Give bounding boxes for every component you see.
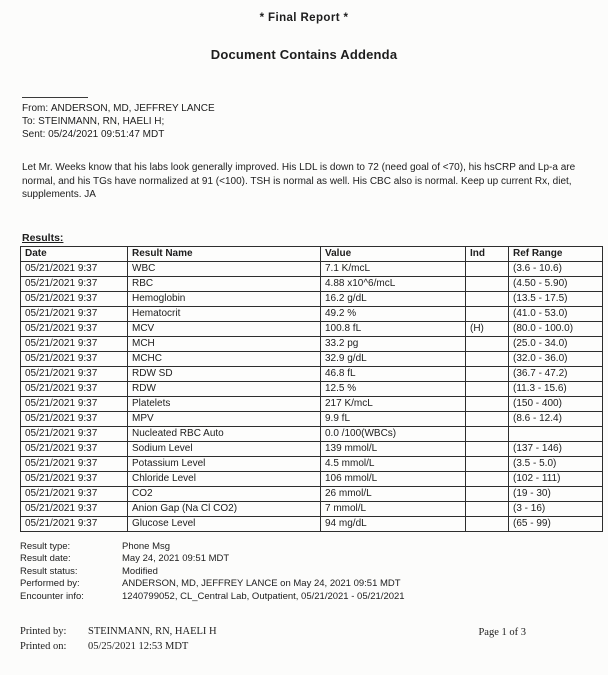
- page-number: Page 1 of 3: [478, 627, 526, 639]
- cell-date: 05/21/2021 9:37: [21, 516, 128, 531]
- results-section-label: Results:: [22, 231, 64, 244]
- cell-ind: [466, 426, 509, 441]
- meta-label: Result type:: [20, 540, 71, 552]
- cell-ref-range: (13.5 - 17.5): [509, 291, 603, 306]
- cell-ref-range: (80.0 - 100.0): [509, 321, 603, 336]
- table-row: [21, 351, 603, 366]
- cell-date: 05/21/2021 9:37: [21, 261, 128, 276]
- cell-ind: [466, 351, 509, 366]
- meta-label: Encounter info:: [20, 590, 84, 602]
- to-label: To:: [22, 116, 36, 127]
- cell-value: 49.2 %: [321, 306, 466, 321]
- meta-value: ANDERSON, MD, JEFFREY LANCE on May 24, 2021 09:51 MDT: [122, 578, 401, 590]
- printed-on-value: 05/25/2021 12:53 MDT: [88, 641, 189, 653]
- cell-ind: [466, 486, 509, 501]
- printed-by-value: STEINMANN, RN, HAELI H: [88, 626, 217, 638]
- cell-value: 33.2 pg: [321, 336, 466, 351]
- table-row: [21, 501, 603, 516]
- cell-ref-range: (25.0 - 34.0): [509, 336, 603, 351]
- cell-ref-range: (150 - 400): [509, 396, 603, 411]
- cell-ref-range: (3.6 - 10.6): [509, 261, 603, 276]
- cell-result-name: WBC: [128, 261, 321, 276]
- printed-on-label: Printed on:: [20, 641, 67, 653]
- cell-date: 05/21/2021 9:37: [21, 486, 128, 501]
- cell-date: 05/21/2021 9:37: [21, 306, 128, 321]
- to-line: [22, 115, 608, 128]
- table-row: [21, 291, 603, 306]
- cell-date: 05/21/2021 9:37: [21, 366, 128, 381]
- to-value: STEINMANN, RN, HAELI H;: [38, 116, 165, 127]
- message-body: Let Mr. Weeks know that his labs look generally improved. His LDL is down to 72 (need goal of <70), his hsCRP and Lp-a are normal, and his TGs have normalized at 91 (<100). TSH is normal as well. His CBC also is normal. Keep up current Rx, diet, supplements. JA: [22, 162, 576, 200]
- cell-ind: [466, 411, 509, 426]
- meta-value: May 24, 2021 09:51 MDT: [122, 553, 230, 565]
- table-header-row: [21, 246, 603, 261]
- report-title: * Final Report *: [259, 12, 349, 24]
- cell-result-name: Anion Gap (Na Cl CO2): [128, 501, 321, 516]
- sent-value: 05/24/2021 09:51:47 MDT: [48, 129, 165, 140]
- cell-date: 05/21/2021 9:37: [21, 471, 128, 486]
- cell-value: 9.9 fL: [321, 411, 466, 426]
- message-divider: [22, 97, 88, 98]
- table-row: [21, 306, 603, 321]
- cell-ind: [466, 516, 509, 531]
- cell-ind: [466, 336, 509, 351]
- cell-value: 94 mg/dL: [321, 516, 466, 531]
- column-header-ind: Ind: [466, 246, 509, 261]
- cell-result-name: Platelets: [128, 396, 321, 411]
- cell-result-name: Hemoglobin: [128, 291, 321, 306]
- cell-ind: [466, 306, 509, 321]
- cell-date: 05/21/2021 9:37: [21, 336, 128, 351]
- table-row: [21, 486, 603, 501]
- sent-line: [22, 128, 608, 141]
- cell-value: 7.1 K/mcL: [321, 261, 466, 276]
- cell-ind: [466, 276, 509, 291]
- cell-date: 05/21/2021 9:37: [21, 411, 128, 426]
- from-label: From:: [22, 103, 49, 114]
- table-row: [21, 396, 603, 411]
- cell-result-name: RBC: [128, 276, 321, 291]
- cell-result-name: RDW SD: [128, 366, 321, 381]
- column-header-ref-range: Ref Range: [509, 246, 603, 261]
- cell-result-name: MCH: [128, 336, 321, 351]
- cell-ind: (H): [466, 321, 509, 336]
- cell-value: 12.5 %: [321, 381, 466, 396]
- cell-result-name: RDW: [128, 381, 321, 396]
- meta-row: [20, 578, 608, 591]
- meta-label: Performed by:: [20, 578, 80, 590]
- table-row: [21, 411, 603, 426]
- cell-ind: [466, 261, 509, 276]
- cell-result-name: Sodium Level: [128, 441, 321, 456]
- cell-ref-range: [509, 426, 603, 441]
- cell-value: 26 mmol/L: [321, 486, 466, 501]
- cell-result-name: MCHC: [128, 351, 321, 366]
- table-row: [21, 366, 603, 381]
- meta-value: Phone Msg: [122, 540, 171, 552]
- cell-ref-range: (3.5 - 5.0): [509, 456, 603, 471]
- cell-ref-range: (137 - 146): [509, 441, 603, 456]
- cell-date: 05/21/2021 9:37: [21, 426, 128, 441]
- cell-result-name: MCV: [128, 321, 321, 336]
- cell-ref-range: (65 - 99): [509, 516, 603, 531]
- cell-result-name: Hematocrit: [128, 306, 321, 321]
- meta-row: [20, 541, 608, 554]
- table-row: [21, 261, 603, 276]
- cell-ref-range: (11.3 - 15.6): [509, 381, 603, 396]
- cell-ref-range: (102 - 111): [509, 471, 603, 486]
- cell-value: 46.8 fL: [321, 366, 466, 381]
- message-header: [22, 102, 608, 141]
- cell-value: 7 mmol/L: [321, 501, 466, 516]
- printed-footer: [20, 626, 588, 652]
- cell-date: 05/21/2021 9:37: [21, 501, 128, 516]
- table-row: [21, 516, 603, 531]
- cell-ref-range: (4.50 - 5.90): [509, 276, 603, 291]
- meta-label: Result date:: [20, 553, 71, 565]
- cell-ref-range: (8.6 - 12.4): [509, 411, 603, 426]
- cell-ind: [466, 471, 509, 486]
- table-row: [21, 471, 603, 486]
- column-header-value: Value: [321, 246, 466, 261]
- cell-value: 139 mmol/L: [321, 441, 466, 456]
- cell-ind: [466, 366, 509, 381]
- cell-date: 05/21/2021 9:37: [21, 381, 128, 396]
- meta-row: [20, 591, 608, 604]
- table-row: [21, 381, 603, 396]
- cell-result-name: Nucleated RBC Auto: [128, 426, 321, 441]
- cell-ind: [466, 381, 509, 396]
- printed-by-label: Printed by:: [20, 626, 67, 638]
- printed-info: [20, 626, 217, 652]
- cell-value: 0.0 /100(WBCs): [321, 426, 466, 441]
- cell-value: 100.8 fL: [321, 321, 466, 336]
- cell-ref-range: (36.7 - 47.2): [509, 366, 603, 381]
- cell-ref-range: (41.0 - 53.0): [509, 306, 603, 321]
- cell-date: 05/21/2021 9:37: [21, 456, 128, 471]
- results-table: [20, 246, 603, 532]
- cell-date: 05/21/2021 9:37: [21, 321, 128, 336]
- cell-result-name: CO2: [128, 486, 321, 501]
- column-header-result-name: Result Name: [128, 246, 321, 261]
- cell-value: 106 mmol/L: [321, 471, 466, 486]
- cell-ind: [466, 456, 509, 471]
- cell-result-name: Glucose Level: [128, 516, 321, 531]
- cell-date: 05/21/2021 9:37: [21, 291, 128, 306]
- from-value: ANDERSON, MD, JEFFREY LANCE: [50, 103, 215, 114]
- table-row: [21, 441, 603, 456]
- meta-label: Result status:: [20, 565, 78, 577]
- table-row: [21, 321, 603, 336]
- results-table-body: [21, 261, 603, 531]
- cell-date: 05/21/2021 9:37: [21, 441, 128, 456]
- table-row: [21, 276, 603, 291]
- cell-date: 05/21/2021 9:37: [21, 351, 128, 366]
- cell-ind: [466, 291, 509, 306]
- cell-value: 4.88 x10^6/mcL: [321, 276, 466, 291]
- table-row: [21, 456, 603, 471]
- cell-value: 217 K/mcL: [321, 396, 466, 411]
- from-line: [22, 102, 608, 115]
- cell-ind: [466, 501, 509, 516]
- report-subtitle: Document Contains Addenda: [210, 47, 398, 62]
- cell-date: 05/21/2021 9:37: [21, 396, 128, 411]
- table-row: [21, 336, 603, 351]
- cell-ind: [466, 441, 509, 456]
- meta-value: Modified: [122, 565, 158, 577]
- meta-row: [20, 553, 608, 566]
- cell-value: 32.9 g/dL: [321, 351, 466, 366]
- meta-value: 1240799052, CL_Central Lab, Outpatient, 05/21/2021 - 05/21/2021: [122, 590, 405, 602]
- cell-result-name: Potassium Level: [128, 456, 321, 471]
- cell-value: 16.2 g/dL: [321, 291, 466, 306]
- cell-ref-range: (32.0 - 36.0): [509, 351, 603, 366]
- cell-ref-range: (19 - 30): [509, 486, 603, 501]
- cell-result-name: MPV: [128, 411, 321, 426]
- cell-date: 05/21/2021 9:37: [21, 276, 128, 291]
- cell-result-name: Chloride Level: [128, 471, 321, 486]
- cell-ref-range: (3 - 16): [509, 501, 603, 516]
- sent-label: Sent:: [22, 129, 46, 140]
- column-header-date: Date: [21, 246, 128, 261]
- result-meta: [20, 541, 608, 604]
- table-row: [21, 426, 603, 441]
- meta-row: [20, 566, 608, 579]
- cell-value: 4.5 mmol/L: [321, 456, 466, 471]
- cell-ind: [466, 396, 509, 411]
